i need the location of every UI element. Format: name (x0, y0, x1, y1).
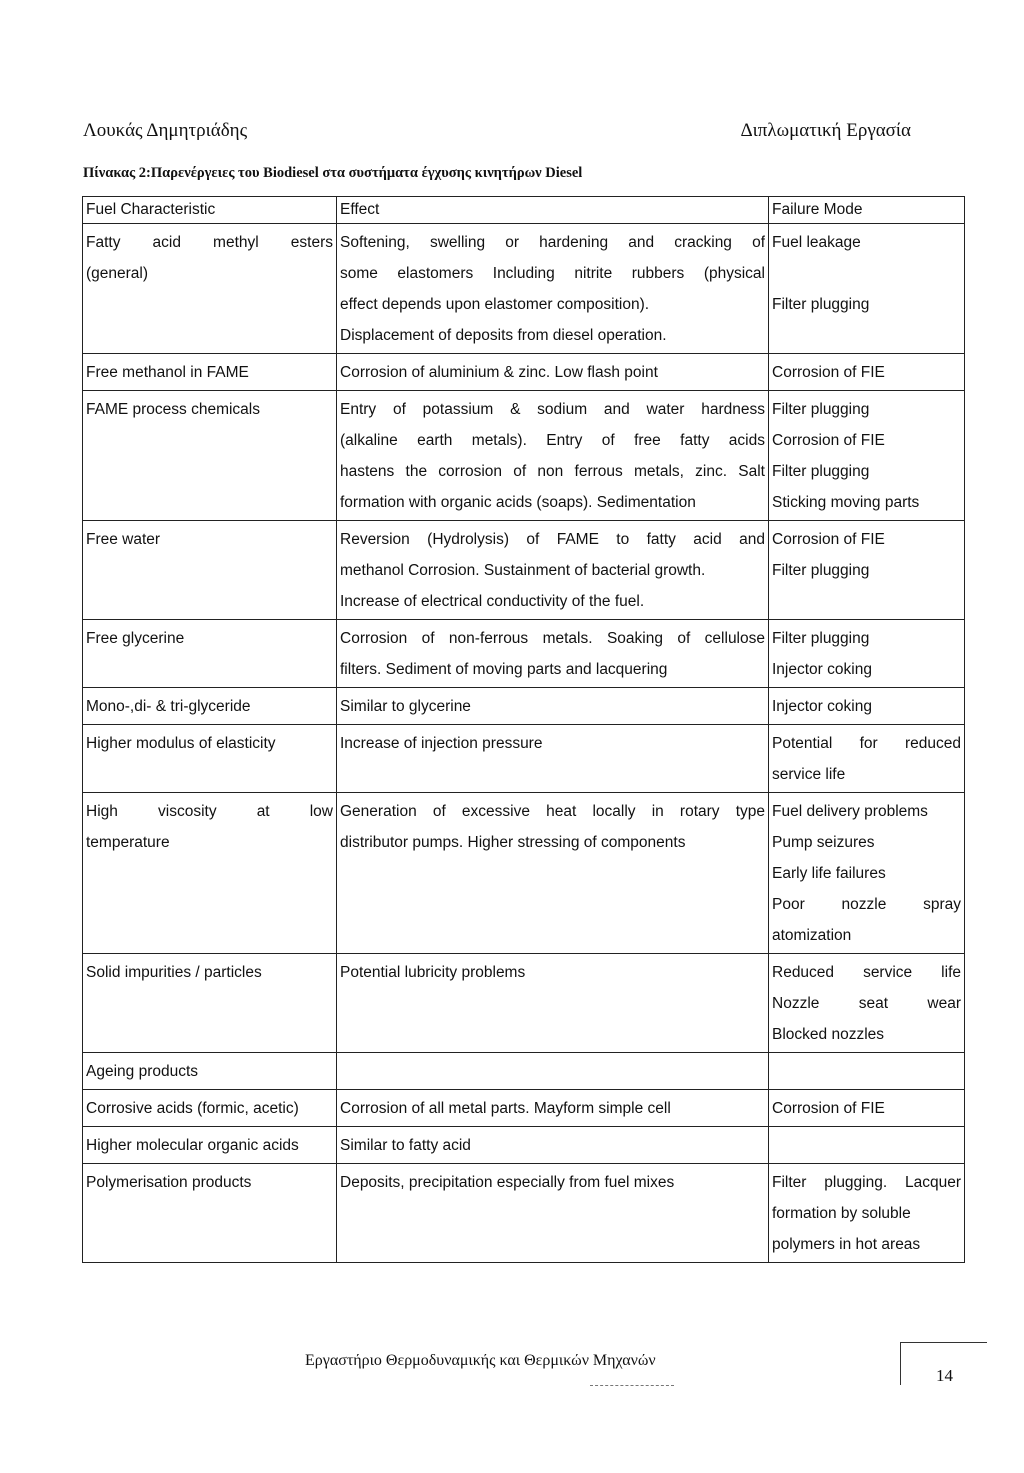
cell-characteristic (83, 1127, 337, 1164)
cell-effect (337, 725, 769, 793)
cell-line: distributor pumps. Higher stressing of components (340, 834, 686, 851)
cell-failure (769, 521, 965, 620)
cell-line: (general) (86, 265, 149, 282)
cell-characteristic (83, 354, 337, 391)
table-row (83, 354, 965, 391)
footer-lab-name: Εργαστήριο Θερμοδυναμικής και Θερμικών Μηχανών (305, 1352, 656, 1369)
cell-line: Higher modulus of elasticity (86, 735, 276, 752)
cell-characteristic (83, 620, 337, 688)
cell-line: filters. Sediment of moving parts and lacquering (340, 661, 668, 678)
table-row (83, 1127, 965, 1164)
cell-line: service life (772, 766, 846, 783)
cell-line: atomization (772, 927, 852, 944)
cell-line: Corrosion of FIE (772, 364, 885, 381)
column-header: Effect (337, 197, 769, 224)
cell-failure (769, 688, 965, 725)
cell-line: polymers in hot areas (772, 1236, 921, 1253)
cell-line: Corrosion of non-ferrous metals. Soaking of cellulose (340, 630, 765, 647)
header-author: Λουκάς Δημητριάδης (83, 120, 248, 141)
cell-failure (769, 224, 965, 354)
cell-line: Ageing products (86, 1063, 199, 1080)
cell-line: Sticking moving parts (772, 494, 920, 511)
cell-line: Fuel leakage (772, 234, 861, 251)
biodiesel-effects-table (82, 196, 965, 1263)
cell-characteristic (83, 793, 337, 954)
cell-characteristic (83, 521, 337, 620)
table-row (83, 391, 965, 521)
cell-line: Poor nozzle spray (772, 896, 961, 913)
cell-line: FAME process chemicals (86, 401, 260, 418)
cell-line: Polymerisation products (86, 1174, 252, 1191)
cell-line: Blocked nozzles (772, 1026, 885, 1043)
cell-characteristic (83, 391, 337, 521)
cell-characteristic (83, 1090, 337, 1127)
cell-line: Filter plugging (772, 296, 870, 313)
cell-line: Corrosion of FIE (772, 1100, 885, 1117)
cell-failure (769, 1164, 965, 1263)
cell-effect (337, 1127, 769, 1164)
cell-line: Similar to fatty acid (340, 1137, 471, 1154)
cell-line: Generation of excessive heat locally in rotary type (340, 803, 765, 820)
cell-line: Injector coking (772, 661, 872, 678)
table-row (83, 954, 965, 1053)
cell-line: Displacement of deposits from diesel operation. (340, 327, 667, 344)
table-row (83, 1053, 965, 1090)
cell-line: methanol Corrosion. Sustainment of bacterial growth. (340, 562, 706, 579)
cell-failure (769, 1090, 965, 1127)
cell-effect (337, 521, 769, 620)
cell-characteristic (83, 954, 337, 1053)
table-row (83, 1164, 965, 1263)
cell-line: Corrosion of FIE (772, 432, 885, 449)
cell-effect (337, 1164, 769, 1263)
cell-characteristic (83, 725, 337, 793)
cell-line: Early life failures (772, 865, 886, 882)
column-header: Failure Mode (769, 197, 965, 224)
cell-failure (769, 1053, 965, 1090)
table-row (83, 620, 965, 688)
cell-line: Higher molecular organic acids (86, 1137, 299, 1154)
cell-characteristic (83, 1164, 337, 1263)
cell-failure (769, 620, 965, 688)
cell-line: Potential lubricity problems (340, 964, 526, 981)
page-number: 14 (936, 1366, 953, 1385)
cell-line: Filter plugging. Lacquer (772, 1174, 961, 1191)
cell-line: Free water (86, 531, 161, 548)
cell-failure (769, 954, 965, 1053)
cell-line: Mono-,di- & tri-glyceride (86, 698, 251, 715)
cell-line: effect depends upon elastomer composition). (340, 296, 650, 313)
cell-line: Deposits, precipitation especially from fuel mixes (340, 1174, 675, 1191)
table-row (83, 688, 965, 725)
cell-failure (769, 1127, 965, 1164)
table-header-row (83, 197, 965, 224)
cell-line: Increase of electrical conductivity of the fuel. (340, 593, 645, 610)
cell-effect (337, 354, 769, 391)
cell-failure (769, 725, 965, 793)
cell-line: Similar to glycerine (340, 698, 471, 715)
cell-effect (337, 688, 769, 725)
cell-line: some elastomers Including nitrite rubbers (physical (340, 265, 765, 282)
table-row (83, 224, 965, 354)
cell-line: temperature (86, 834, 170, 851)
cell-line: Corrosion of aluminium & zinc. Low flash point (340, 364, 658, 381)
cell-line: formation with organic acids (soaps). Sedimentation (340, 494, 696, 511)
cell-line: Filter plugging (772, 401, 870, 418)
cell-line: formation by soluble (772, 1205, 911, 1222)
table-row (83, 793, 965, 954)
cell-line: High viscosity at low (86, 803, 333, 820)
cell-failure (769, 391, 965, 521)
cell-line: Filter plugging (772, 463, 870, 480)
cell-line: Fatty acid methyl esters (86, 234, 333, 251)
table-caption: Πίνακας 2:Παρενέργειες του Biodiesel στα συστήματα έγχυσης κινητήρων Diesel (83, 165, 583, 181)
cell-line: Increase of injection pressure (340, 735, 543, 752)
cell-line: Fuel delivery problems (772, 803, 928, 820)
table-row (83, 725, 965, 793)
cell-effect (337, 793, 769, 954)
cell-effect (337, 620, 769, 688)
cell-line: Potential for reduced (772, 735, 961, 752)
cell-line: (alkaline earth metals). Entry of free fatty acids (340, 432, 765, 449)
cell-line: Corrosive acids (formic, acetic) (86, 1100, 299, 1117)
cell-line: Reduced service life (772, 964, 961, 981)
cell-line: hastens the corrosion of non ferrous metals, zinc. Salt (340, 463, 765, 480)
cell-line: Entry of potassium & sodium and water hardness (340, 401, 765, 418)
cell-line: Corrosion of FIE (772, 531, 885, 548)
cell-line: Corrosion of all metal parts. Mayform simple cell (340, 1100, 671, 1117)
cell-effect (337, 1090, 769, 1127)
footer-divider (590, 1385, 674, 1386)
cell-effect (337, 1053, 769, 1090)
cell-failure (769, 354, 965, 391)
cell-line: Filter plugging (772, 562, 870, 579)
cell-effect (337, 391, 769, 521)
cell-line: Filter plugging (772, 630, 870, 647)
cell-line (772, 258, 961, 289)
header-document-type: Διπλωματική Εργασία (740, 120, 911, 141)
table-row (83, 1090, 965, 1127)
cell-line: Pump seizures (772, 834, 875, 851)
cell-failure (769, 793, 965, 954)
cell-effect (337, 954, 769, 1053)
cell-line: Softening, swelling or hardening and cracking of (340, 234, 765, 251)
cell-characteristic (83, 688, 337, 725)
cell-line: Free methanol in FAME (86, 364, 249, 381)
cell-line: Injector coking (772, 698, 872, 715)
cell-line: Nozzle seat wear (772, 995, 961, 1012)
cell-line: Solid impurities / particles (86, 964, 262, 981)
cell-characteristic (83, 224, 337, 354)
cell-effect (337, 224, 769, 354)
cell-characteristic (83, 1053, 337, 1090)
cell-line: Free glycerine (86, 630, 185, 647)
column-header: Fuel Characteristic (83, 197, 337, 224)
table-row (83, 521, 965, 620)
cell-line: Reversion (Hydrolysis) of FAME to fatty acid and (340, 531, 765, 548)
